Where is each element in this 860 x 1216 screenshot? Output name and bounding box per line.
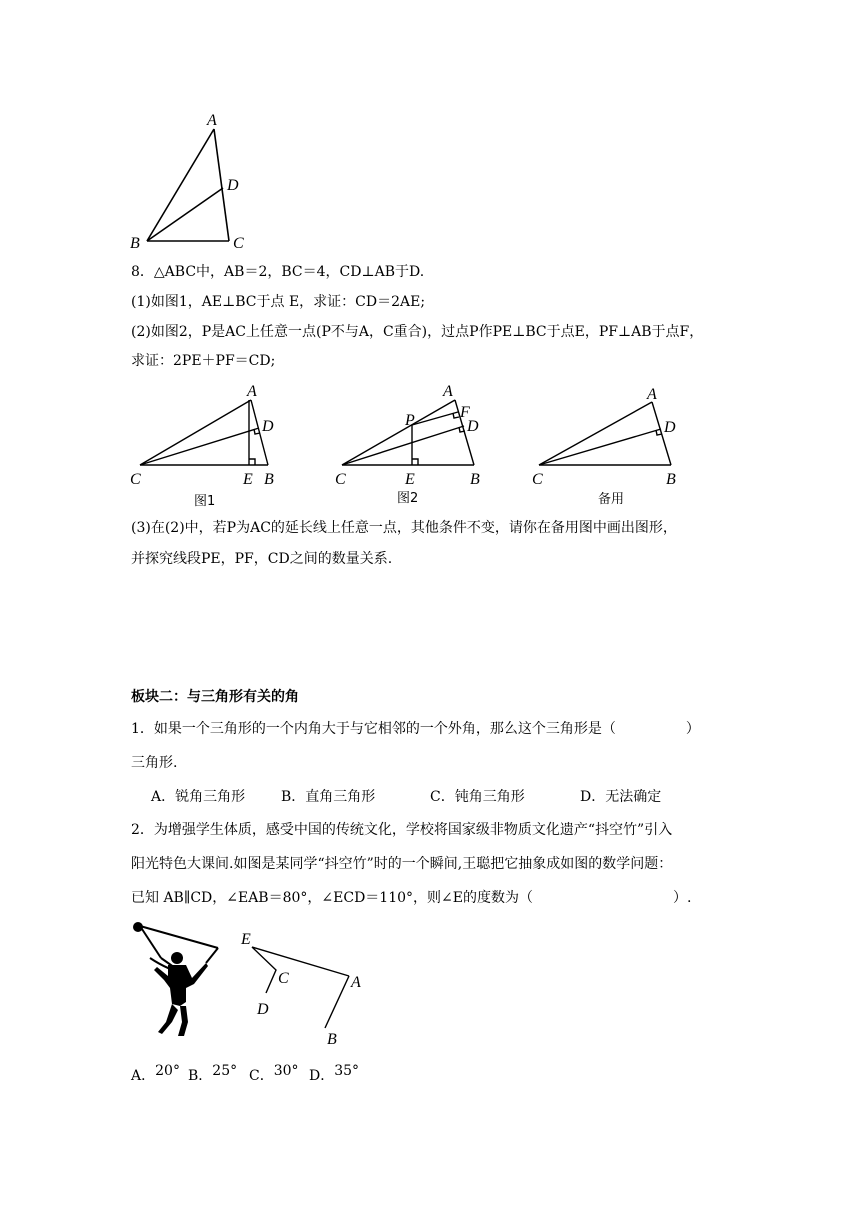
s2-q2-option-d-letter: D． [309,1068,335,1084]
fig1-label-E: E [243,471,253,488]
figure-2 [333,380,493,510]
s2-q2-stem-line3: 已知 AB∥CD，∠EAB＝80°，∠ECD＝110°，则∠E的度数为（ ）. [131,890,692,906]
fig2-label-B: B [470,471,480,488]
s2-q2-option-c-value: 30° [273,1063,299,1079]
fig2-label-D: D [467,418,479,435]
fig3-label-D: D [664,419,676,436]
label-B: B [130,235,140,252]
fig3-caption: 备用 [598,492,625,507]
fig2-label-F: F [460,404,470,421]
q8-part2-line2: 求证：2PE＋PF＝CD; [131,353,276,369]
fig2-label-P: P [405,412,415,429]
fig-q2-label-B: B [327,1031,337,1048]
s2-q2-option-b-value: 25° [212,1063,238,1079]
figure-1 [128,380,288,510]
s2-q2-option-d-value: 35° [334,1063,360,1079]
fig2-label-E: E [405,471,415,488]
q8-part3-line1: (3)在(2)中，若P为AC的延长线上任意一点，其他条件不变，请你在备用图中画出图形， [131,520,677,536]
label-A: A [207,112,217,129]
label-D: D [227,177,239,194]
fig-q2-label-A: A [351,974,361,991]
fig2-label-A: A [443,383,453,400]
s2-q2-option-c [249,1063,299,1086]
q8-part2-line1: (2)如图2，P是AC上任意一点(P不与A，C重合)，过点P作PE⊥BC于点E，PF⊥AB于点F， [131,324,704,340]
top-triangle-figure [125,108,265,258]
s2-q2-option-a [131,1063,180,1086]
s2-q2-option-c-letter: C． [249,1068,274,1084]
fig2-label-C: C [335,471,346,488]
s2-q1-option-d: D．无法确定 [580,789,662,805]
q8-stem: 8．△ABC中，AB＝2，BC＝4，CD⊥AB于D. [131,264,425,280]
fig1-label-B: B [264,471,274,488]
s2-q1-option-c: C．钝角三角形 [430,789,525,805]
s2-q1-option-b: B．直角三角形 [281,789,376,805]
q8-part3-line2: 并探究线段PE，PF，CD之间的数量关系. [131,551,393,567]
s2-q2-option-b-letter: B． [188,1068,213,1084]
figure-spare [530,380,690,510]
fig3-label-B: B [666,471,676,488]
s2-q2-option-a-letter: A． [131,1068,156,1084]
s2-q2-stem-line1: 2．为增强学生体质，感受中国的传统文化，学校将国家级非物质文化遗产“抖空竹”引入 [131,822,673,838]
s2-q1-stem-line1: 1．如果一个三角形的一个内角大于与它相邻的一个外角，那么这个三角形是（ ） [131,721,700,737]
diabolo-silhouette-image [128,918,228,1043]
section2-heading: 板块二：与三角形有关的角 [131,689,299,705]
fig3-label-A: A [647,386,657,403]
fig-q2-label-D: D [257,1001,269,1018]
fig2-caption: 图2 [397,491,419,506]
fig-q2-label-C: C [278,970,289,987]
s2-q1-stem-line2: 三角形. [131,755,178,771]
s2-q2-option-b [188,1063,238,1086]
fig1-caption: 图1 [194,494,216,509]
q8-part1: (1)如图1，AE⊥BC于点 E，求证：CD＝2AE; [131,294,426,310]
fig-q2-label-E: E [241,931,251,948]
fig3-label-C: C [532,471,543,488]
s2-q1-option-a: A．锐角三角形 [151,789,246,805]
angle-figure [236,925,376,1050]
s2-q2-option-a-value: 20° [155,1063,180,1079]
fig1-label-D: D [262,418,274,435]
s2-q2-stem-line2: 阳光特色大课间.如图是某同学“抖空竹”时的一个瞬间,王聪把它抽象成如图的数学问题： [131,856,673,872]
fig1-label-A: A [247,383,257,400]
s2-q2-option-d [309,1063,360,1086]
fig1-label-C: C [130,471,141,488]
label-C: C [233,235,244,252]
